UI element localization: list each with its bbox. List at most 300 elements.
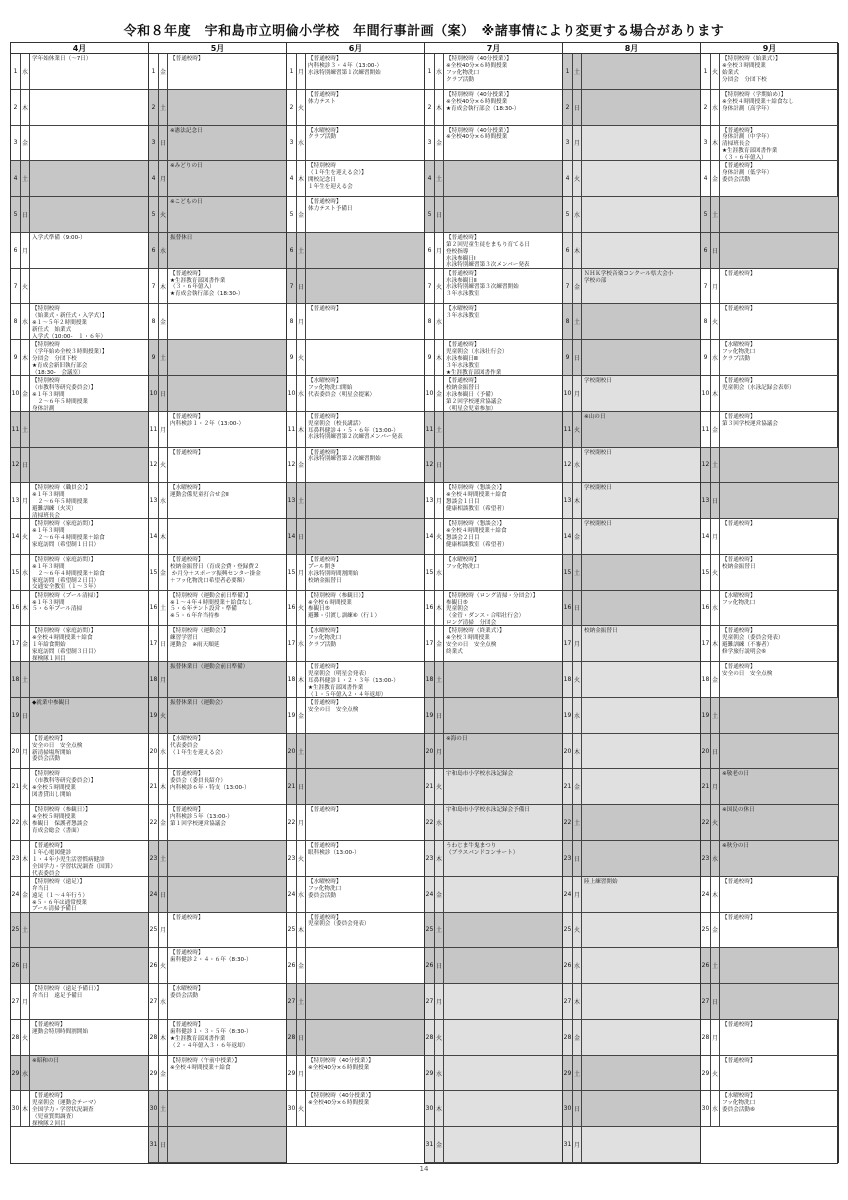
day-number: 26 bbox=[287, 948, 297, 983]
month-column bbox=[11, 54, 149, 1163]
day-cell bbox=[701, 197, 838, 233]
weekday: 月 bbox=[711, 769, 720, 804]
event-text: ※憲法記念日 bbox=[170, 127, 203, 134]
event-text: 【特別校時（運動会）】 練習学習日 運動会 ※雨天順延 bbox=[170, 628, 229, 649]
event-text: 【水曜校時】 フッ化物洗口 bbox=[446, 556, 480, 570]
day-number: 10 bbox=[701, 376, 711, 411]
weekday: 土 bbox=[21, 412, 30, 447]
day-cell bbox=[287, 304, 424, 340]
day-number: 10 bbox=[287, 376, 297, 411]
weekday: 金 bbox=[159, 304, 168, 339]
day-number: 7 bbox=[11, 269, 21, 304]
day-number: 8 bbox=[563, 304, 573, 339]
event-text: 【特別校時（午前中授業）】 ※全校４時間授業＋給食 bbox=[170, 1057, 240, 1071]
day-cell bbox=[563, 1020, 700, 1056]
day-number: 21 bbox=[11, 769, 21, 804]
day-number: 5 bbox=[563, 197, 573, 232]
day-cell bbox=[425, 662, 562, 698]
weekday: 火 bbox=[21, 769, 30, 804]
day-cell bbox=[701, 483, 838, 519]
day-cell bbox=[701, 626, 838, 662]
day-number: 22 bbox=[287, 805, 297, 840]
weekday: 日 bbox=[435, 197, 444, 232]
weekday: 火 bbox=[573, 161, 582, 196]
day-number: 13 bbox=[701, 483, 711, 518]
weekday: 月 bbox=[159, 412, 168, 447]
weekday: 水 bbox=[297, 626, 306, 661]
weekday: 木 bbox=[21, 90, 30, 125]
day-cell bbox=[425, 54, 562, 90]
day-cell bbox=[287, 376, 424, 412]
day-cell bbox=[563, 126, 700, 162]
day-cell bbox=[149, 734, 286, 770]
weekday: 水 bbox=[159, 233, 168, 268]
weekday: 木 bbox=[711, 877, 720, 912]
day-cell bbox=[11, 304, 148, 340]
day-number: 28 bbox=[11, 1020, 21, 1055]
day-number: 11 bbox=[563, 412, 573, 447]
event-text: 【特別校時（遠足予備日）】 弁当日 遠足予備日 bbox=[32, 986, 102, 1000]
day-number: 25 bbox=[425, 913, 435, 948]
day-cell bbox=[149, 340, 286, 376]
day-number: 15 bbox=[563, 555, 573, 590]
day-number: 19 bbox=[425, 698, 435, 733]
weekday: 木 bbox=[711, 376, 720, 411]
event-text: 【普通校時】 児童朝会（委員会発表） 避難訓練（不審者） 修学旅行説明会⑥ bbox=[722, 628, 784, 656]
day-cell bbox=[149, 662, 286, 698]
day-cell bbox=[701, 340, 838, 376]
weekday: 火 bbox=[435, 1020, 444, 1055]
weekday: 土 bbox=[435, 913, 444, 948]
day-number: 29 bbox=[287, 1056, 297, 1091]
event-text: 【特別校時（プール清掃）】 ※１年３時間 ５・６年プール清掃 bbox=[32, 592, 102, 613]
month-column bbox=[149, 54, 287, 1163]
day-number: 23 bbox=[701, 841, 711, 876]
weekday: 月 bbox=[297, 54, 306, 89]
event-text: 【普通校時】 １年心電図健診 １・４年小児生活習慣病健診 全国学力・学習状況調査（国算） 代表委員会 bbox=[32, 843, 116, 877]
weekday: 金 bbox=[159, 805, 168, 840]
weekday: 水 bbox=[711, 90, 720, 125]
day-cell bbox=[11, 698, 148, 734]
page-number: 14 bbox=[419, 1165, 429, 1173]
weekday: 金 bbox=[573, 1020, 582, 1055]
weekday: 月 bbox=[435, 734, 444, 769]
weekday: 土 bbox=[21, 161, 30, 196]
day-cell bbox=[425, 233, 562, 269]
weekday: 木 bbox=[297, 662, 306, 697]
month-column bbox=[425, 54, 563, 1163]
weekday: 木 bbox=[21, 1091, 30, 1126]
day-cell bbox=[563, 90, 700, 126]
day-cell bbox=[425, 376, 562, 412]
day-number: 2 bbox=[425, 90, 435, 125]
day-number: 21 bbox=[701, 769, 711, 804]
event-text: 【普通校時】 安全の日 安全点検 新清掃場所開始 委員会活動 bbox=[32, 735, 83, 763]
weekday: 金 bbox=[21, 626, 30, 661]
event-text: 【特別校時（ロング清掃・分団会）】 参観日⑤ 児童朝会 （金管・ダンス・合唱壮行会） ロング清掃 分団会 bbox=[446, 592, 539, 627]
day-cell bbox=[701, 161, 838, 197]
month-column bbox=[287, 54, 425, 1163]
day-number: 11 bbox=[425, 412, 435, 447]
day-number: 27 bbox=[701, 984, 711, 1019]
weekday: 土 bbox=[159, 591, 168, 626]
weekday: 土 bbox=[297, 233, 306, 268]
weekday: 月 bbox=[21, 734, 30, 769]
event-text: 【普通校時】 児童朝会（明星会発表） 耳鼻科健診１・２・３年（13:00-） ★生涯教育部図書作業 （１・５年億入２・４年返却） bbox=[308, 664, 399, 698]
month-column bbox=[701, 54, 839, 1163]
day-number: 25 bbox=[563, 913, 573, 948]
weekday: 月 bbox=[297, 1056, 306, 1091]
day-cell bbox=[149, 126, 286, 162]
weekday: 木 bbox=[573, 984, 582, 1019]
weekday: 土 bbox=[435, 412, 444, 447]
event-text: 【特別校時（遠足）】 弁当日 遠足（１～４年行う） ※５・６年は通常授業 プール清掃予備日 bbox=[32, 878, 88, 913]
day-cell bbox=[287, 877, 424, 913]
event-text: 【特別校時 （始業式・新任式・入学式）】 ※１～５年２時間授業 新任式 始業式 入学式（10:00- １・６年） bbox=[32, 306, 108, 341]
day-cell bbox=[149, 1056, 286, 1092]
weekday: 日 bbox=[159, 1127, 168, 1162]
day-cell bbox=[701, 841, 838, 877]
event-text: 【普通校時】 安全の日 安全点検 bbox=[308, 699, 359, 713]
day-number: 1 bbox=[425, 54, 435, 89]
day-cell bbox=[11, 483, 148, 519]
event-text: 振替休業日（運動会前日準備） bbox=[170, 664, 249, 671]
day-number: 21 bbox=[287, 769, 297, 804]
day-number: 25 bbox=[701, 913, 711, 948]
day-cell bbox=[149, 984, 286, 1020]
day-cell bbox=[701, 591, 838, 627]
event-text: 【特別校時（40分授業）】 ※全校40分×６時間授業 ★育成会執行部会（18:30-） bbox=[446, 91, 520, 112]
day-number: 20 bbox=[149, 734, 159, 769]
day-number: 14 bbox=[563, 519, 573, 554]
event-text: ※みどりの日 bbox=[170, 163, 203, 170]
day-cell bbox=[425, 1127, 562, 1163]
day-number: 13 bbox=[11, 483, 21, 518]
day-cell bbox=[425, 841, 562, 877]
day-cell bbox=[425, 805, 562, 841]
day-cell bbox=[563, 626, 700, 662]
event-text: 【普通校時】 校納金振替日 水泳参観日（予備） 第２回学校運営協議会 （明星会児童参加） bbox=[446, 377, 502, 412]
day-number: 14 bbox=[287, 519, 297, 554]
day-number: 3 bbox=[287, 126, 297, 161]
day-number: 17 bbox=[425, 626, 435, 661]
day-number: 2 bbox=[563, 90, 573, 125]
day-cell bbox=[563, 555, 700, 591]
day-number: 26 bbox=[701, 948, 711, 983]
weekday: 日 bbox=[711, 483, 720, 518]
weekday: 月 bbox=[297, 555, 306, 590]
weekday: 金 bbox=[435, 1127, 444, 1162]
day-number: 15 bbox=[701, 555, 711, 590]
weekday: 火 bbox=[297, 90, 306, 125]
weekday: 土 bbox=[435, 662, 444, 697]
day-cell bbox=[701, 948, 838, 984]
day-cell bbox=[701, 54, 838, 90]
weekday: 土 bbox=[573, 555, 582, 590]
day-cell bbox=[11, 948, 148, 984]
event-text: 【特別校時（40分授業）】 ※全校40分×６時間授業 bbox=[308, 1057, 374, 1071]
day-cell bbox=[11, 984, 148, 1020]
event-text: 【普通校時】 安全の日 安全点検 bbox=[722, 664, 773, 678]
weekday: 月 bbox=[711, 1020, 720, 1055]
weekday: 土 bbox=[711, 197, 720, 232]
day-cell bbox=[701, 1056, 838, 1092]
weekday: 月 bbox=[297, 304, 306, 339]
weekday: 日 bbox=[159, 376, 168, 411]
day-number: 4 bbox=[11, 161, 21, 196]
weekday: 金 bbox=[297, 948, 306, 983]
day-number: 7 bbox=[425, 269, 435, 304]
weekday: 土 bbox=[297, 734, 306, 769]
event-text: 入学式準備（9:00-） bbox=[32, 234, 86, 241]
weekday: 水 bbox=[159, 483, 168, 518]
day-number: 16 bbox=[425, 591, 435, 626]
month-header: 6月 bbox=[287, 43, 425, 54]
weekday: 土 bbox=[711, 448, 720, 483]
day-number: 4 bbox=[287, 161, 297, 196]
day-number: 30 bbox=[425, 1091, 435, 1126]
day-cell bbox=[11, 662, 148, 698]
month-header: 8月 bbox=[563, 43, 701, 54]
day-cell bbox=[563, 304, 700, 340]
day-cell bbox=[701, 984, 838, 1020]
day-cell bbox=[149, 90, 286, 126]
day-cell bbox=[11, 877, 148, 913]
day-number: 24 bbox=[563, 877, 573, 912]
day-cell bbox=[149, 948, 286, 984]
day-cell bbox=[287, 519, 424, 555]
event-text: 【普通校時】 児童朝会（委員会発表） bbox=[308, 914, 370, 928]
day-cell bbox=[11, 1056, 148, 1092]
day-cell bbox=[287, 662, 424, 698]
day-cell bbox=[149, 698, 286, 734]
day-number: 11 bbox=[287, 412, 297, 447]
weekday: 水 bbox=[711, 340, 720, 375]
weekday: 日 bbox=[159, 877, 168, 912]
day-cell bbox=[11, 233, 148, 269]
day-cell bbox=[425, 90, 562, 126]
day-number: 29 bbox=[563, 1056, 573, 1091]
event-text: 宇和島市小学校水泳記録会予備日 bbox=[446, 807, 530, 814]
weekday: 水 bbox=[159, 984, 168, 1019]
day-number: 7 bbox=[563, 269, 573, 304]
day-number: 13 bbox=[425, 483, 435, 518]
day-cell bbox=[287, 448, 424, 484]
day-cell bbox=[149, 161, 286, 197]
day-cell bbox=[287, 769, 424, 805]
weekday: 火 bbox=[159, 448, 168, 483]
day-cell bbox=[425, 304, 562, 340]
weekday: 火 bbox=[711, 304, 720, 339]
day-cell bbox=[11, 734, 148, 770]
day-cell bbox=[563, 197, 700, 233]
day-cell bbox=[563, 161, 700, 197]
day-cell bbox=[149, 197, 286, 233]
day-cell bbox=[425, 1020, 562, 1056]
day-number: 30 bbox=[149, 1091, 159, 1126]
day-cell bbox=[287, 734, 424, 770]
day-number: 9 bbox=[425, 340, 435, 375]
event-text: 学校閉校日 bbox=[584, 449, 612, 456]
day-number: 3 bbox=[149, 126, 159, 161]
day-number: 17 bbox=[11, 626, 21, 661]
weekday: 土 bbox=[159, 1091, 168, 1126]
event-text: 【特別校時 （学年始め全校３時間授業）】 分団会 分団下校 ★育成会新旧執行部会 （18:30- 会議室） bbox=[32, 342, 108, 376]
day-number: 14 bbox=[11, 519, 21, 554]
weekday: 日 bbox=[573, 90, 582, 125]
day-cell bbox=[563, 805, 700, 841]
event-text: 【特別校時（家庭訪問）】 ※１年３時間 ２～６年４時間授業＋給食 家庭訪問（希望制２日目） 交通安全教室（１～３年） bbox=[32, 556, 105, 591]
day-number: 8 bbox=[701, 304, 711, 339]
day-cell bbox=[563, 698, 700, 734]
day-cell bbox=[425, 1056, 562, 1092]
weekday: 日 bbox=[21, 948, 30, 983]
weekday: 月 bbox=[573, 877, 582, 912]
event-text: 【特別校時 （市教科等研究委員会）】 ※全校５時間授業 図書貸出し開始 bbox=[32, 771, 97, 799]
day-cell bbox=[11, 412, 148, 448]
day-number: 6 bbox=[11, 233, 21, 268]
day-number: 28 bbox=[701, 1020, 711, 1055]
weekday: 木 bbox=[21, 340, 30, 375]
day-cell bbox=[425, 913, 562, 949]
event-text: 【水曜校時】 フッ化物洗口 クラブ活動 bbox=[308, 628, 342, 649]
weekday: 木 bbox=[435, 1091, 444, 1126]
day-cell bbox=[287, 197, 424, 233]
weekday: 火 bbox=[297, 841, 306, 876]
weekday: 日 bbox=[573, 591, 582, 626]
day-cell bbox=[563, 233, 700, 269]
weekday: 火 bbox=[711, 1056, 720, 1091]
event-text: ※山の日 bbox=[584, 413, 606, 420]
day-number: 20 bbox=[287, 734, 297, 769]
day-cell bbox=[11, 269, 148, 305]
day-cell bbox=[701, 448, 838, 484]
day-cell bbox=[701, 269, 838, 305]
day-number: 27 bbox=[287, 984, 297, 1019]
weekday: 木 bbox=[573, 233, 582, 268]
weekday: 日 bbox=[435, 698, 444, 733]
month-header: 5月 bbox=[149, 43, 287, 54]
event-text: 【普通校時】 第２回児童生徒をまもり育てる日 登校指導 水泳参観日Ⅰ 水泳特別練習第３次メンバー発表 bbox=[446, 234, 530, 269]
day-cell bbox=[701, 1020, 838, 1056]
day-cell bbox=[701, 412, 838, 448]
event-text: ※秋分の日 bbox=[722, 843, 750, 850]
weekday: 火 bbox=[573, 412, 582, 447]
day-number: 10 bbox=[11, 376, 21, 411]
day-number: 6 bbox=[149, 233, 159, 268]
weekday: 木 bbox=[159, 269, 168, 304]
weekday: 火 bbox=[573, 662, 582, 697]
event-text: 学校閉校日 bbox=[584, 485, 612, 492]
day-cell bbox=[563, 948, 700, 984]
event-text: 【特別校時（運動会前日準備）】 ※１～４年４時間授業＋給食なし ５・６年テント設営・準備 ※５・６年弁当持参 bbox=[170, 592, 253, 620]
weekday: 水 bbox=[573, 698, 582, 733]
day-number: 27 bbox=[425, 984, 435, 1019]
day-number: 15 bbox=[425, 555, 435, 590]
day-number: 20 bbox=[425, 734, 435, 769]
day-number: 3 bbox=[563, 126, 573, 161]
event-text: 【普通校時】 運動会特別時間割開始 bbox=[32, 1021, 88, 1035]
day-number: 21 bbox=[563, 769, 573, 804]
day-number: 9 bbox=[11, 340, 21, 375]
weekday: 土 bbox=[159, 90, 168, 125]
weekday: 金 bbox=[435, 126, 444, 161]
weekday: 月 bbox=[573, 1127, 582, 1162]
day-number: 4 bbox=[425, 161, 435, 196]
day-number: 8 bbox=[425, 304, 435, 339]
weekday: 火 bbox=[159, 948, 168, 983]
day-number: 25 bbox=[11, 913, 21, 948]
event-text: 【普通校時】 bbox=[722, 521, 756, 528]
day-cell bbox=[149, 841, 286, 877]
weekday: 日 bbox=[711, 233, 720, 268]
weekday: 土 bbox=[573, 304, 582, 339]
day-number: 12 bbox=[149, 448, 159, 483]
day-cell bbox=[425, 734, 562, 770]
weekday: 日 bbox=[297, 1020, 306, 1055]
day-cell bbox=[701, 1091, 838, 1127]
weekday: 火 bbox=[21, 1020, 30, 1055]
day-cell bbox=[563, 340, 700, 376]
event-text: 【普通校時】 bbox=[170, 56, 204, 62]
weekday: 火 bbox=[573, 913, 582, 948]
weekday: 土 bbox=[21, 662, 30, 697]
weekday: 水 bbox=[573, 197, 582, 232]
day-number: 23 bbox=[425, 841, 435, 876]
weekday: 金 bbox=[159, 1056, 168, 1091]
event-text: 【特別校時（始業式）】 ※全校３時間授業 始業式 分団会 分団下校 bbox=[722, 56, 781, 83]
day-cell bbox=[287, 90, 424, 126]
day-number: 19 bbox=[701, 698, 711, 733]
weekday: 月 bbox=[435, 233, 444, 268]
day-number: 17 bbox=[701, 626, 711, 661]
day-number: 24 bbox=[11, 877, 21, 912]
weekday: 日 bbox=[297, 269, 306, 304]
day-number: 5 bbox=[149, 197, 159, 232]
day-cell bbox=[563, 269, 700, 305]
day-number: 12 bbox=[563, 448, 573, 483]
weekday: 土 bbox=[435, 161, 444, 196]
weekday: 金 bbox=[435, 376, 444, 411]
weekday: 日 bbox=[159, 626, 168, 661]
day-number: 28 bbox=[425, 1020, 435, 1055]
day-cell bbox=[425, 555, 562, 591]
day-cell bbox=[563, 662, 700, 698]
day-cell bbox=[287, 340, 424, 376]
weekday: 火 bbox=[159, 698, 168, 733]
day-number: 27 bbox=[563, 984, 573, 1019]
day-cell bbox=[701, 734, 838, 770]
weekday: 火 bbox=[435, 769, 444, 804]
event-text: 【水曜校時】 フッ化物洗口 委員会活動 bbox=[308, 878, 342, 899]
weekday: 日 bbox=[21, 448, 30, 483]
weekday: 日 bbox=[573, 340, 582, 375]
day-cell bbox=[149, 913, 286, 949]
day-number: 6 bbox=[701, 233, 711, 268]
event-text: 【特別校時（家庭訪問）】 ※１年３時間 ２～６年４時間授業＋給食 家庭訪問（希望制１日目） bbox=[32, 521, 105, 548]
day-cell bbox=[11, 913, 148, 949]
day-number: 13 bbox=[149, 483, 159, 518]
day-number: 28 bbox=[149, 1020, 159, 1055]
weekday: 土 bbox=[159, 841, 168, 876]
weekday: 金 bbox=[573, 269, 582, 304]
day-cell bbox=[149, 805, 286, 841]
day-number: 1 bbox=[149, 54, 159, 89]
day-number: 29 bbox=[425, 1056, 435, 1091]
day-cell bbox=[149, 1020, 286, 1056]
day-number: 15 bbox=[149, 555, 159, 590]
event-text: 【普通校時】 水泳特別練習第２次練習開始 bbox=[308, 449, 381, 463]
